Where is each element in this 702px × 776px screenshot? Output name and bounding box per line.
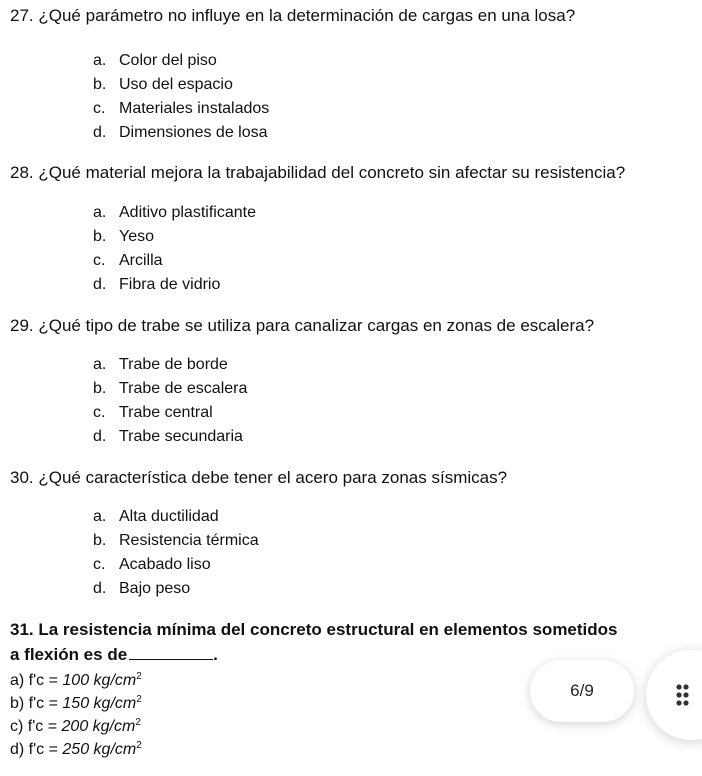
option-30-c: c. Acabado liso [93, 556, 211, 573]
option-30-d: d. Bajo peso [93, 580, 191, 597]
formula-option-d: d) f'c = 250 $kg/cm^2$ [10, 740, 142, 758]
option-27-c: c. Materiales instalados [93, 100, 270, 117]
question-31-end: . [213, 645, 218, 664]
page-indicator-label: 6/9 [570, 681, 594, 700]
question-30 [10, 468, 507, 488]
option-28-d: d. Fibra de vidrio [93, 276, 221, 293]
option-30-a: a. Alta ductilidad [93, 508, 219, 525]
question-29 [10, 316, 594, 336]
option-27-b: b. Uso del espacio [93, 76, 233, 93]
formula-option-b: b) f'c = 150 $kg/cm^2$ [10, 694, 142, 712]
question-number: 27. [10, 6, 34, 25]
question-text: ¿Qué característica debe tener el acero para zonas sísmicas? [38, 468, 508, 487]
option-29-b: b. Trabe de escalera [93, 380, 248, 397]
question-27 [10, 6, 575, 26]
page-indicator[interactable] [530, 660, 634, 722]
question-number: 28. [10, 163, 34, 182]
grid-view-button[interactable] [646, 650, 702, 740]
option-27-d: d. Dimensiones de losa [93, 124, 268, 141]
option-28-b: b. Yeso [93, 228, 154, 245]
option-29-d: d. Trabe secundaria [93, 428, 243, 445]
question-number: 29. [10, 316, 34, 335]
question-text: ¿Qué tipo de trabe se utiliza para canalizar cargas en zonas de escalera? [38, 316, 595, 335]
question-text: ¿Qué material mejora la trabajabilidad del concreto sin afectar su resistencia? [38, 163, 626, 182]
option-29-c: c. Trabe central [93, 404, 213, 421]
question-text: ¿Qué parámetro no influye en la determinación de cargas en una losa? [38, 6, 576, 25]
option-28-a: a. Aditivo plastificante [93, 204, 256, 221]
formula-option-a: a) f'c = 100 $kg/cm^2$ [10, 671, 142, 689]
option-27-a: a. Color del piso [93, 52, 217, 69]
question-number: 30. [10, 468, 34, 487]
formula-option-c: c) f'c = 200 $kg/cm^2$ [10, 717, 141, 735]
question-31-line1: 31. La resistencia mínima del concreto estructural en elementos sometidos [10, 620, 618, 639]
answer-blank [129, 659, 213, 660]
question-28 [10, 163, 625, 183]
question-31-text: a flexión es de [10, 645, 128, 664]
question-31-line2 [10, 645, 218, 665]
grid-dots-icon [676, 684, 696, 706]
option-28-c: c. Arcilla [93, 252, 163, 269]
option-29-a: a. Trabe de borde [93, 356, 228, 373]
option-30-b: b. Resistencia térmica [93, 532, 259, 549]
